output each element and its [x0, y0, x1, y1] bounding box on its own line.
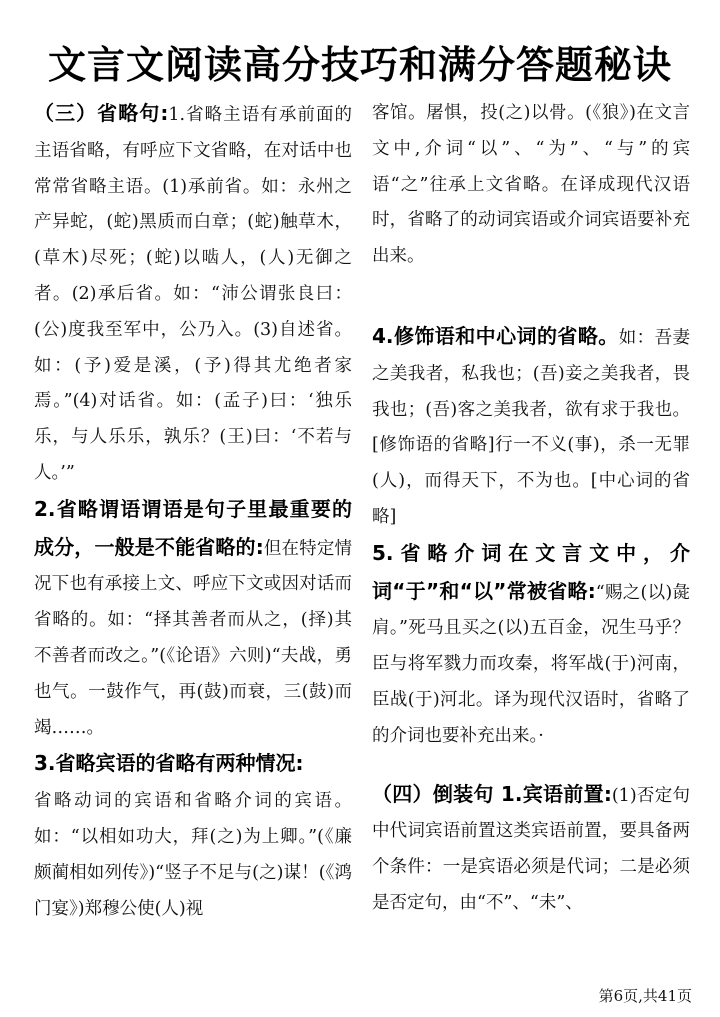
section-3-paragraph — [34, 96, 352, 492]
preposition-omission-text: “赐之(以)彘肩。”死马且买之(以)五百金，况生马乎？臣与将军戮力而攻秦，将军战(于)河南，臣战(于)河北。译为现代汉语时，省略了的介词也要补充出来。· — [372, 582, 691, 746]
left-column — [34, 96, 352, 927]
spacer — [372, 275, 690, 319]
inversion-heading: （四）倒装句 1.宾语前置: — [372, 781, 612, 806]
object-omission-heading-line — [34, 746, 352, 784]
page-number: 第6页,共41页 — [598, 987, 692, 1005]
modifier-omission-heading: 4.修饰语和中心词的省略。 — [372, 323, 619, 348]
modifier-omission-paragraph — [372, 319, 690, 536]
spacer — [372, 755, 690, 777]
predicate-omission-text: 但在特定情况下也有承接上文、呼应下文或因对话而省略的。如：“择其善者而从之，(择)其不善者而改之。”(《论语》六则)“夫战，勇也气。一鼓作气，再(鼓)而衰，三(鼓)而竭……。 — [34, 538, 352, 738]
right-column — [372, 96, 690, 922]
preposition-omission-paragraph — [372, 536, 690, 755]
predicate-omission-heading: 2.省略谓语谓语是句子里最重要的成分，一般是不能省略的: — [34, 496, 352, 559]
inversion-paragraph — [372, 777, 690, 922]
section-3-heading: （三）省略句: — [34, 101, 169, 125]
page-title: 文言文阅读高分技巧和满分答题秘诀 — [47, 43, 672, 87]
preposition-omission-heading: 5.省略介词在文言文中，介词“于”和“以”常被省略: — [372, 540, 690, 603]
inversion-text: (1)否定句中代词宾语前置这类宾语前置，要具备两个条件：一是宾语必须是代词；二是必须是否定句，由“不”、“未”、 — [372, 785, 690, 913]
object-omission-heading: 3.省略宾语的省略有两种情况: — [34, 751, 304, 776]
object-omission-continued-text: 客馆。屠惧，投(之)以骨。(《狼》)在文言文中,介词“以”、“为”、“与”的宾语“之”往承上文省略。在译成现代汉语时，省略了的动词宾语或介词宾语要补充出来。 — [372, 103, 690, 267]
predicate-omission-paragraph — [34, 492, 352, 747]
section-3-text: 1.省略主语有承前面的主语省略，有呼应下文省略，在对话中也常常省略主语。(1)承前省。如：永州之产异蛇，(蛇)黑质而白章；(蛇)触草木，(草木)尽死；(蛇)以啮人，(人)无御之者。(2)承后省。如：“沛公谓张良曰：(公)度我至军中，公乃入。(3)自述省。如：(予)爱是溪，(予)得其尤绝者家焉。”(4)对话省。如：(孟子)曰：‘独乐乐，与人乐乐，孰乐？(王)曰：‘不若与人。’” — [34, 105, 353, 483]
modifier-omission-text: 如：吾妻之美我者，私我也；(吾)妾之美我者，畏我也；(吾)客之美我者，欲有求于我也。[修饰语的省略]行一不义(事)，杀一无罪(人)，而得天下，不为也。[中心词的省略] — [372, 327, 690, 527]
object-omission-text: 省略动词的宾语和省略介词的宾语。如：“以相如功大，拜(之)为上卿。”(《廉颇蔺相如列传》)“竖子不足与(之)谋！(《鸿门宴》)郑穆公使(人)视 — [34, 791, 352, 919]
